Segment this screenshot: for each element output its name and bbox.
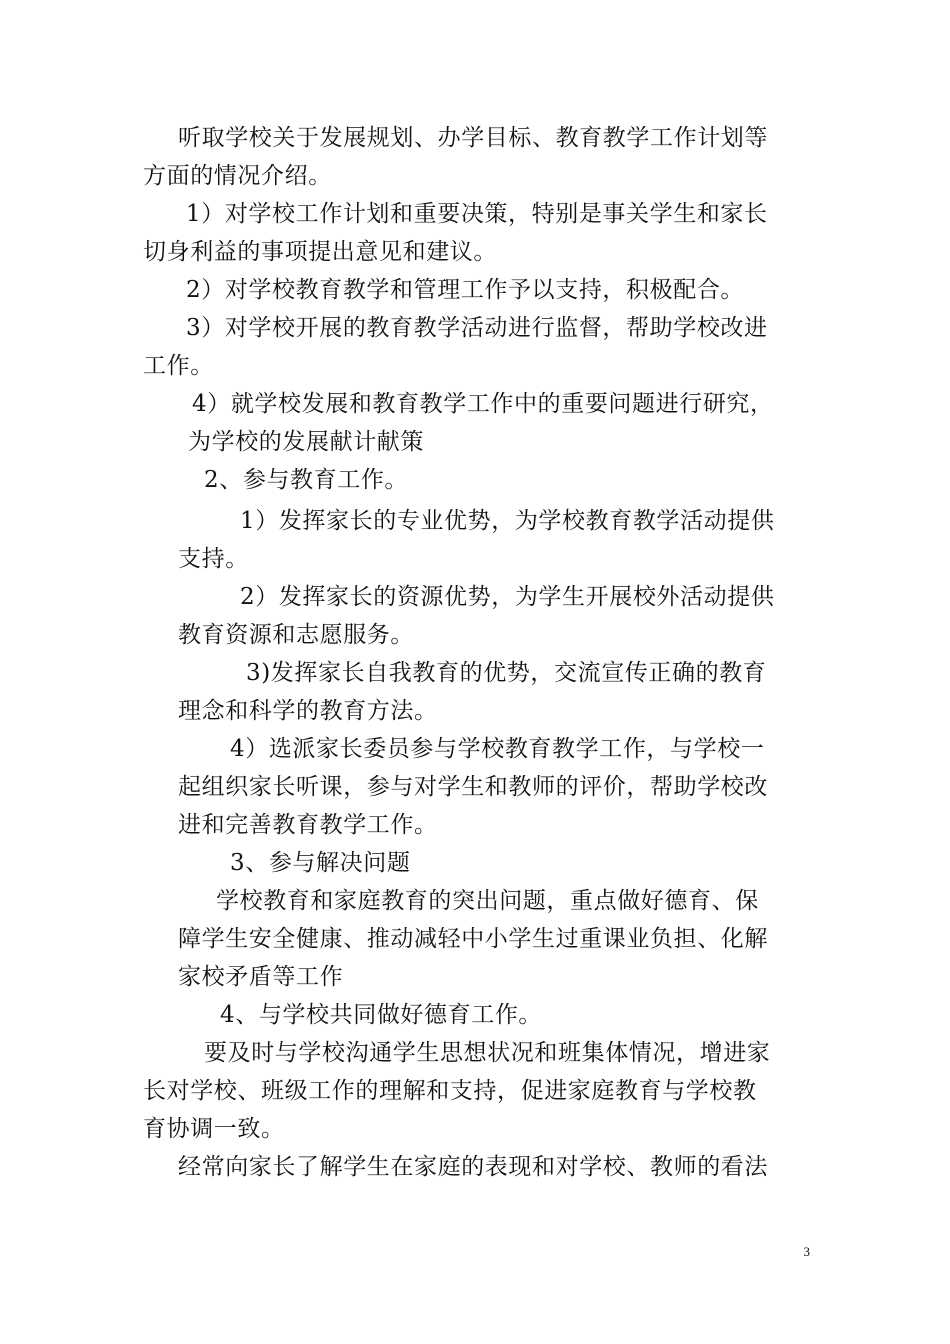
text-line: 2）对学校教育教学和管理工作予以支持，积极配合。	[186, 277, 745, 303]
section-heading: 2、参与教育工作。	[204, 467, 409, 493]
section-heading: 4、与学校共同做好德育工作。	[220, 1002, 543, 1028]
text-line: 为学校的发展献计献策	[188, 429, 424, 455]
section-heading: 3、参与解决问题	[230, 850, 411, 876]
text-line: 1）对学校工作计划和重要决策，特别是事关学生和家长	[186, 201, 768, 227]
text-line: 听取学校关于发展规划、办学目标、教育教学工作计划等	[178, 125, 768, 151]
text-line: 教育资源和志愿服务。	[178, 622, 414, 648]
text-line: 学校教育和家庭教育的突出问题，重点做好德育、保	[216, 888, 759, 914]
text-line: 经常向家长了解学生在家庭的表现和对学校、教师的看法	[178, 1154, 768, 1180]
text-line: 3）对学校开展的教育教学活动进行监督，帮助学校改进	[186, 315, 768, 341]
text-line: 2）发挥家长的资源优势，为学生开展校外活动提供	[240, 584, 775, 610]
text-line: 起组织家长听课，参与对学生和教师的评价，帮助学校改	[178, 774, 768, 800]
text-line: 家校矛盾等工作	[178, 964, 344, 990]
text-line: 切身利益的事项提出意见和建议。	[143, 239, 497, 265]
text-line: 进和完善教育教学工作。	[178, 812, 438, 838]
text-line: 工作。	[143, 353, 214, 379]
text-line: 障学生安全健康、推动减轻中小学生过重课业负担、化解	[178, 926, 768, 952]
text-line: 1）发挥家长的专业优势，为学校教育教学活动提供	[240, 508, 775, 534]
text-line: 要及时与学校沟通学生思想状况和班集体情况，增进家	[204, 1040, 771, 1066]
text-line: 长对学校、班级工作的理解和支持，促进家庭教育与学校教	[143, 1078, 757, 1104]
text-line: 4）选派家长委员参与学校教育教学工作，与学校一	[230, 736, 765, 762]
text-line: 3)发挥家长自我教育的优势，交流宣传正确的教育	[246, 660, 767, 686]
text-line: 理念和科学的教育方法。	[178, 698, 438, 724]
text-line: 支持。	[178, 546, 249, 572]
page-number: 3	[803, 1244, 810, 1259]
text-line: 育协调一致。	[143, 1116, 285, 1142]
text-line: 4）就学校发展和教育教学工作中的重要问题进行研究，	[192, 391, 774, 417]
text-line: 方面的情况介绍。	[143, 163, 332, 189]
